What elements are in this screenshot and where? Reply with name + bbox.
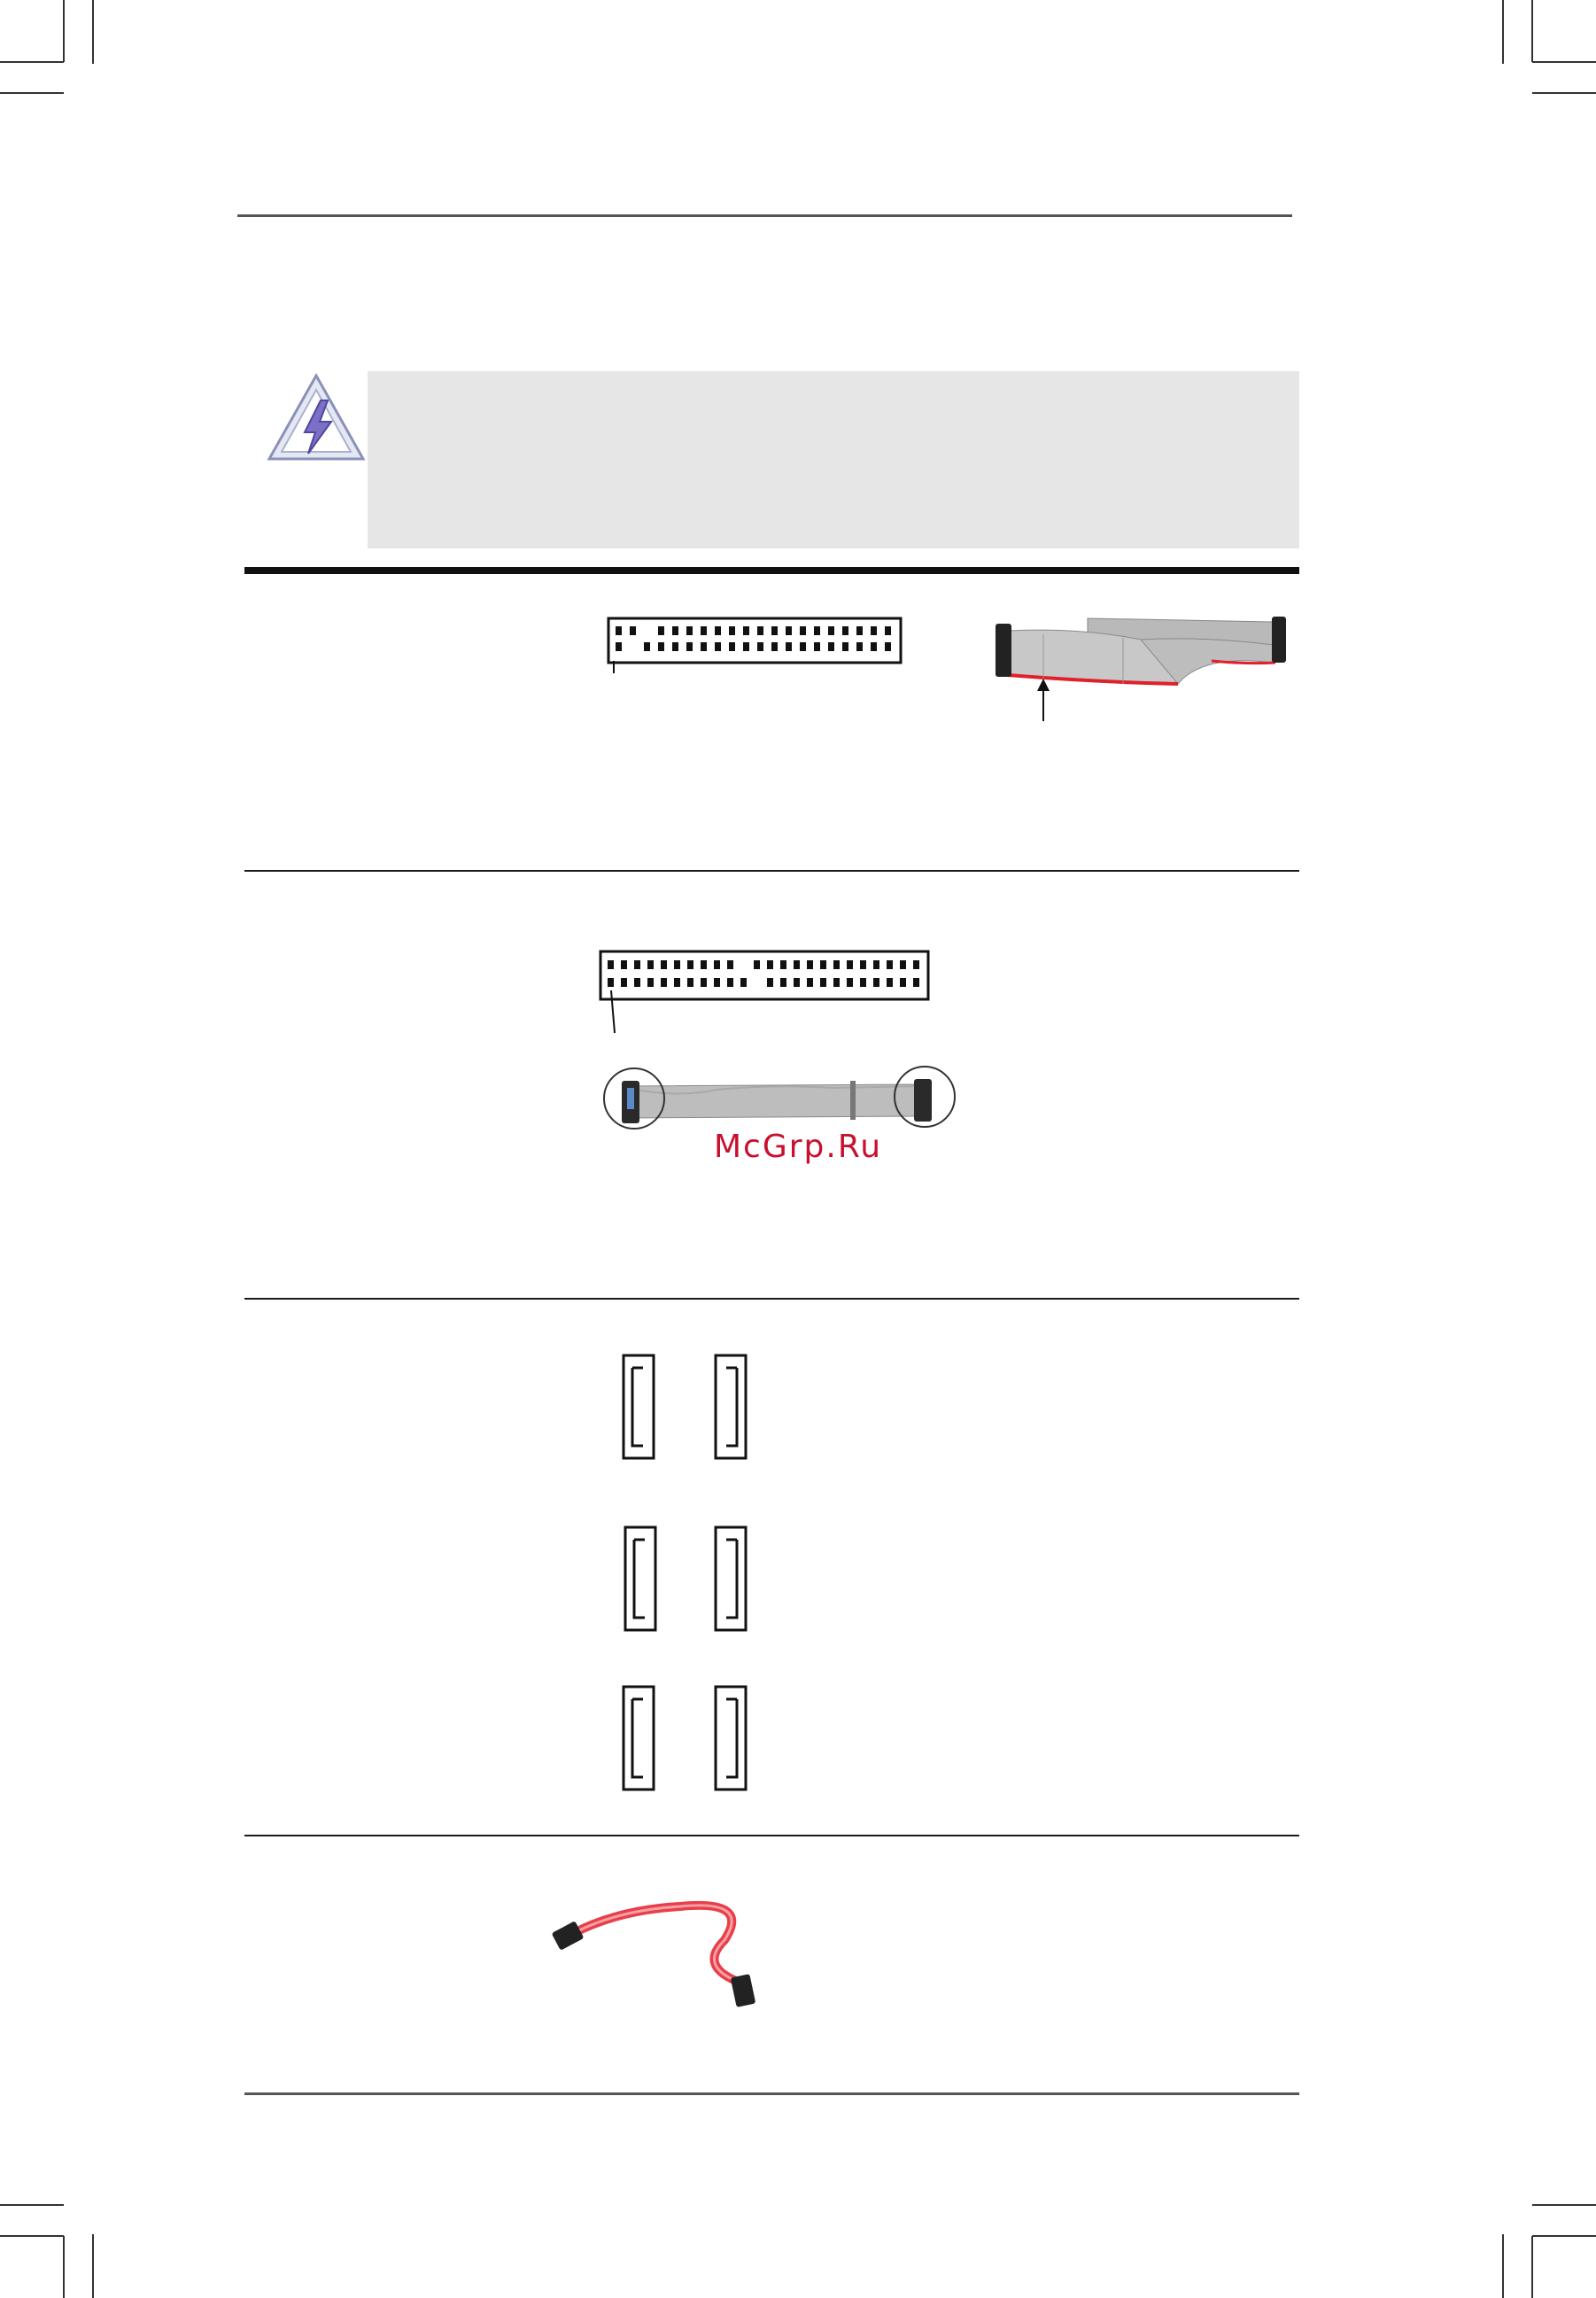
floppy-cable-image [602,1063,957,1134]
section-rule [244,870,1299,872]
note-box [368,371,1299,548]
floppy-header-diagram [597,948,934,1036]
section-rule [244,1835,1299,1836]
sata-cable-image [547,1887,813,2020]
arrow-up-icon [1034,679,1052,723]
section-rule [244,1298,1299,1300]
warning-triangle-icon [266,370,368,468]
section-rule-thick [244,567,1299,574]
footer-rule [244,2092,1299,2095]
sata-connectors-diagram [620,1354,762,1797]
watermark: McGrp.Ru [714,1129,883,1165]
header-rule [237,214,1292,217]
ide-header-diagram [607,615,903,677]
